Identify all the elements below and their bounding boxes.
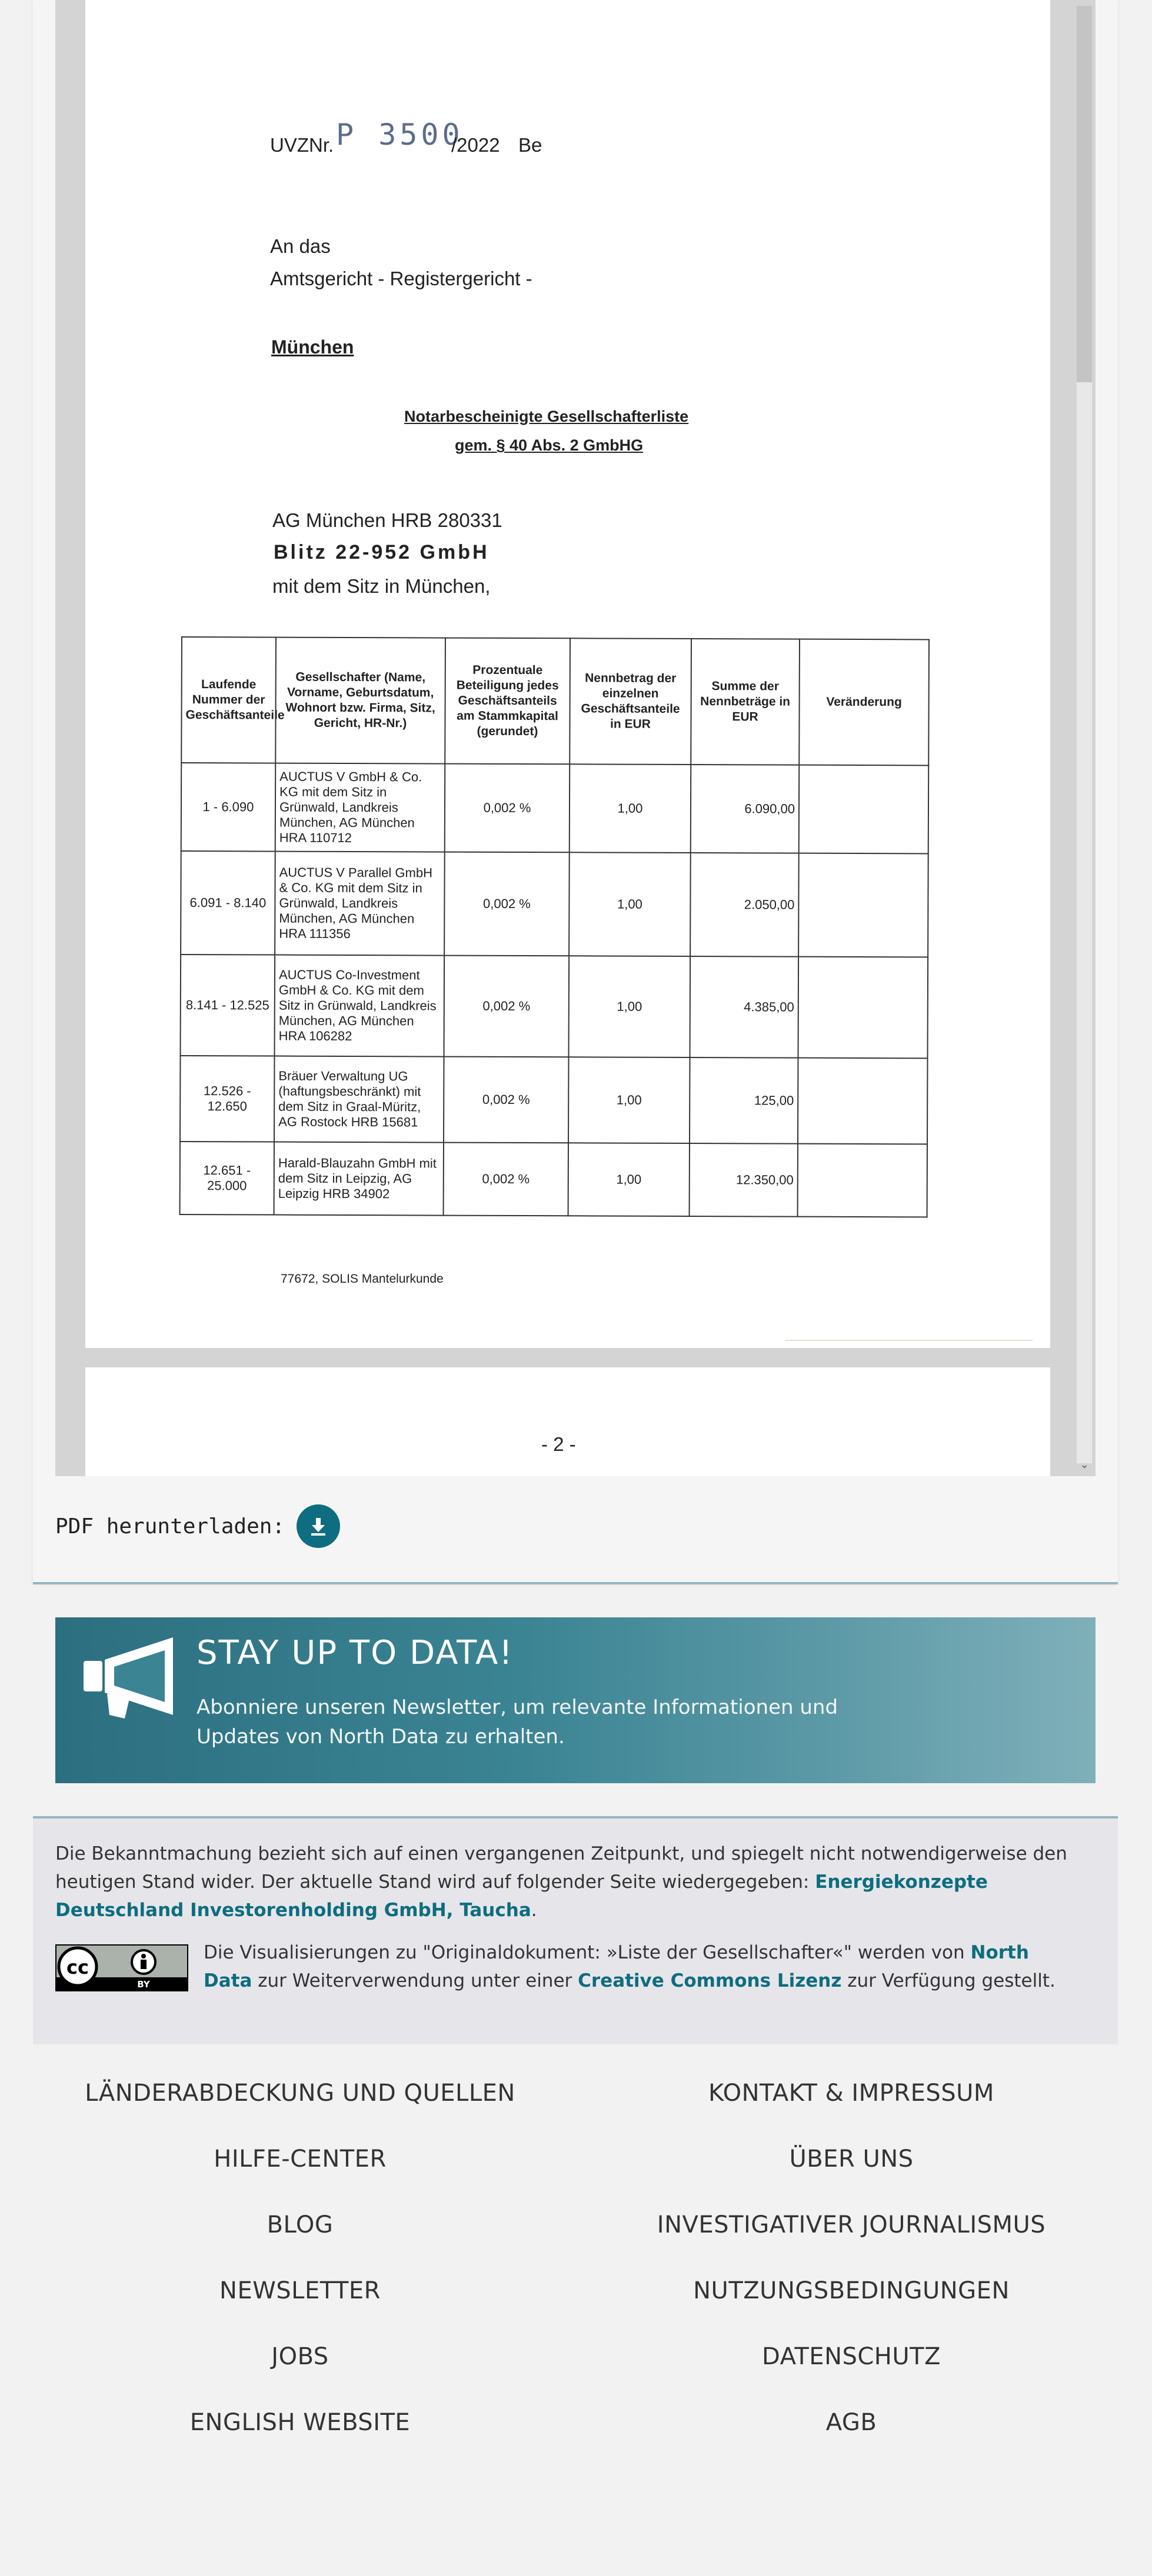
north-data-link[interactable]: North Data <box>204 1942 1029 1991</box>
cell-number: 12.651 - 25.000 <box>180 1142 274 1215</box>
footer-link-newsletter[interactable]: NEWSLETTER <box>219 2277 381 2304</box>
cell-sum: 12.350,00 <box>690 1143 798 1217</box>
cell-change <box>798 853 928 957</box>
table-row <box>180 1142 927 1217</box>
cell-change <box>798 1144 927 1217</box>
notice-text-before: Die Bekanntmachung bezieht sich auf einen vergangenen Zeitpunkt, und spiegelt nicht notwendigerweise den heutigen Stand wider. Der aktuelle Stand wird auf folgender Seite wiedergegeben: <box>55 1843 1067 1893</box>
column-header: Summe der Nennbeträge in EUR <box>691 639 800 765</box>
column-header: Gesellschafter (Name, Vorname, Geburtsdatum, Wohnort bzw. Firma, Sitz, Gericht, HR-Nr.) <box>275 638 445 764</box>
footer-link-terms[interactable]: NUTZUNGSBEDINGUNGEN <box>693 2277 1010 2304</box>
megaphone-icon <box>79 1633 185 1721</box>
license-text-1: Die Visualisierungen zu "Originaldokument: »Liste der Gesellschafter«" werden von <box>204 1942 971 1963</box>
newsletter-banner[interactable] <box>55 1617 1096 1783</box>
cell-change <box>798 1058 928 1144</box>
cell-nominal: 1,00 <box>569 956 691 1057</box>
uvz-number-stamp: P 3500 <box>336 118 464 152</box>
footer-link-blog[interactable]: BLOG <box>267 2211 334 2238</box>
cell-nominal: 1,00 <box>570 764 691 853</box>
download-icon <box>307 1514 330 1538</box>
footer-link-privacy[interactable]: DATENSCHUTZ <box>762 2343 941 2370</box>
cell-percent: 0,002 % <box>444 956 570 1057</box>
address-line-2: Amtsgericht - Registergericht - <box>270 268 532 289</box>
document-card <box>33 0 1118 1584</box>
cell-percent: 0,002 % <box>444 852 570 956</box>
cell-holder: AUCTUS V GmbH & Co. KG mit dem Sitz in Grünwald, Landkreis München, AG München HRA 110712 <box>275 763 445 852</box>
company-name: Blitz 22-952 GmbH <box>274 541 490 563</box>
cell-sum: 6.090,00 <box>691 765 800 853</box>
svg-text:cc: cc <box>66 1956 89 1978</box>
pdf-viewer[interactable] <box>55 0 1096 1476</box>
scroll-down-icon[interactable]: ⌄ <box>1080 1459 1089 1471</box>
cell-number: 8.141 - 12.525 <box>181 955 275 1056</box>
cell-number: 6.091 - 8.140 <box>181 851 275 955</box>
table-row <box>181 851 928 957</box>
cell-nominal: 1,00 <box>568 1057 690 1143</box>
table-row <box>181 955 928 1058</box>
column-header: Prozentuale Beteiligung jedes Geschäftsanteils am Stammkapital (gerundet) <box>445 638 570 765</box>
pdf-page-1 <box>85 0 1050 1348</box>
cell-nominal: 1,00 <box>568 1143 690 1216</box>
cc-by-license-icon[interactable] <box>55 1944 188 1991</box>
download-label: PDF herunterladen: <box>55 1514 285 1539</box>
footer-link-journalism[interactable]: INVESTIGATIVER JOURNALISMUS <box>657 2211 1046 2238</box>
footer-link-english-website[interactable]: ENGLISH WEBSITE <box>189 2409 411 2436</box>
column-header: Veränderung <box>799 639 929 766</box>
cell-sum: 4.385,00 <box>690 956 799 1058</box>
footer-link-contact[interactable]: KONTAKT & IMPRESSUM <box>708 2080 994 2107</box>
cell-number: 1 - 6.090 <box>181 763 276 852</box>
column-header: Nennbetrag der einzelnen Geschäftsanteile in EUR <box>570 638 691 765</box>
download-pdf-button[interactable] <box>297 1504 340 1548</box>
notice-text-after: . <box>531 1900 537 1921</box>
page-number: - 2 - <box>541 1433 576 1455</box>
download-row <box>55 1503 340 1550</box>
footer-link-about[interactable]: ÜBER UNS <box>789 2145 914 2173</box>
cell-holder: Bräuer Verwaltung UG (haftungsbeschränkt) mit dem Sitz in Graal-Müritz, AG Rostock HRB 15681 <box>274 1056 444 1143</box>
cell-percent: 0,002 % <box>445 764 570 853</box>
notice-text <box>55 1840 1079 1924</box>
table-row <box>181 763 929 853</box>
address-line-1: An das <box>270 235 331 257</box>
footer-link-help-center[interactable]: HILFE-CENTER <box>214 2145 387 2173</box>
company-seat: mit dem Sitz in München, <box>272 575 491 597</box>
uvz-suffix: Be <box>518 134 542 156</box>
license-text <box>204 1938 1074 1995</box>
cell-holder: Harald-Blauzahn GmbH mit dem Sitz in Leipzig, AG Leipzig HRB 34902 <box>274 1142 444 1216</box>
column-header: Laufende Nummer der Geschäftsanteile <box>181 637 276 763</box>
pdf-page-2 <box>85 1367 1050 1476</box>
cell-percent: 0,002 % <box>444 1057 569 1143</box>
license-text-3: zur Verfügung gestellt. <box>841 1970 1056 1991</box>
cell-change <box>798 957 928 1059</box>
newsletter-title: STAY UP TO DATA! <box>197 1634 514 1672</box>
cell-number: 12.526 - 12.650 <box>180 1056 275 1142</box>
newsletter-text: Abonniere unseren Newsletter, um relevante Informationen und Updates von North Data zu erhalten. <box>197 1696 838 1749</box>
heading-line-2: gem. § 40 Abs. 2 GmbHG <box>455 436 644 454</box>
cell-holder: AUCTUS V Parallel GmbH & Co. KG mit dem Sitz in Grünwald, Landkreis München, AG München HRA 111356 <box>275 852 445 956</box>
document-footer-note: 77672, SOLIS Mantelurkunde <box>281 1272 444 1286</box>
register-number: AG München HRB 280331 <box>272 509 502 531</box>
cell-holder: AUCTUS Co-Investment GmbH & Co. KG mit dem Sitz in Grünwald, Landkreis München, AG München HRA 106282 <box>275 955 445 1057</box>
notice-box <box>33 1816 1118 2044</box>
cell-nominal: 1,00 <box>569 852 691 956</box>
cell-sum: 125,00 <box>690 1057 798 1144</box>
shareholder-table <box>179 636 930 1217</box>
footer-link-coverage[interactable]: LÄNDERABDECKUNG UND QUELLEN <box>85 2080 515 2107</box>
table-row <box>180 1056 928 1144</box>
viewer-scrollbar-thumb[interactable] <box>1077 6 1092 382</box>
footer-link-jobs[interactable]: JOBS <box>271 2343 329 2370</box>
license-text-2: zur Weiterverwendung unter einer <box>252 1970 578 1991</box>
footer-link-agb[interactable]: AGB <box>825 2409 877 2436</box>
uvz-label: UVZNr. <box>270 134 334 156</box>
creative-commons-link[interactable]: Creative Commons Lizenz <box>578 1970 842 1991</box>
company-link[interactable]: Energiekonzepte Deutschland Investorenholding GmbH, Taucha <box>55 1871 988 1921</box>
address-city: München <box>271 336 354 358</box>
table-header-row <box>181 637 929 765</box>
cell-change <box>799 765 929 854</box>
cell-percent: 0,002 % <box>444 1143 568 1216</box>
svg-text:BY: BY <box>137 1979 150 1990</box>
heading-line-1: Notarbescheinigte Gesellschafterliste <box>404 408 689 425</box>
cell-sum: 2.050,00 <box>690 853 799 957</box>
scan-edge-line <box>785 1340 1033 1341</box>
uvz-year: /2022 <box>451 134 500 156</box>
